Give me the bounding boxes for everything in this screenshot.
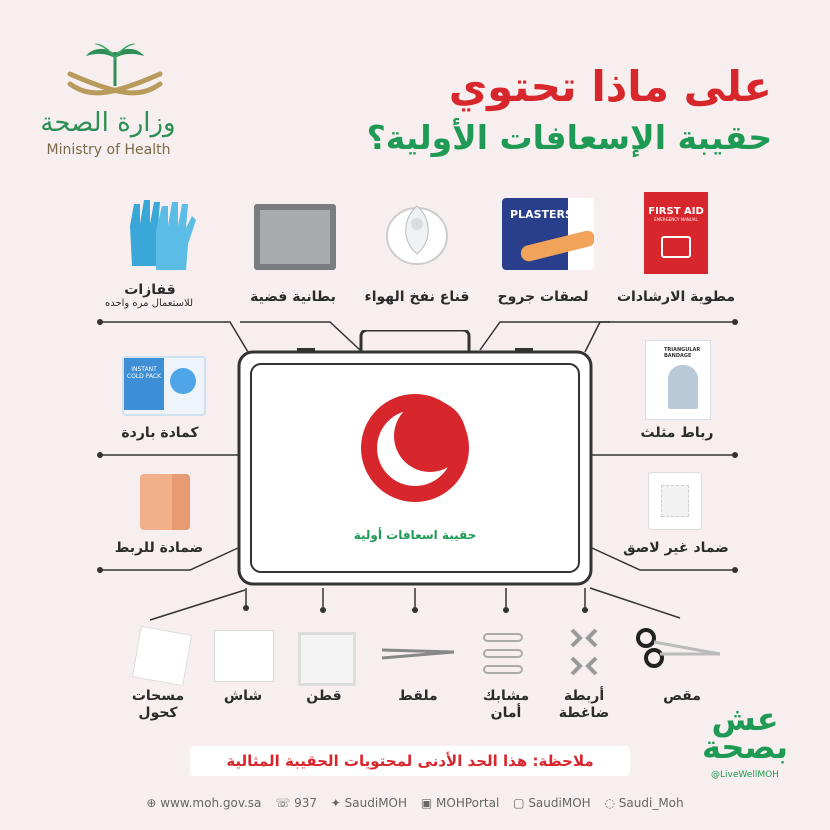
label-cotton: قطن bbox=[306, 688, 342, 704]
label-scissors: مقص bbox=[663, 688, 701, 704]
footer-twitter-text: SaudiMOH bbox=[344, 796, 408, 810]
footer-snapchat-text: Saudi_Moh bbox=[618, 796, 684, 810]
cold-pack-icon bbox=[122, 356, 206, 416]
label-alcohol-1: مسحات bbox=[131, 688, 185, 704]
label-mask: قناع نفخ الهواء bbox=[364, 289, 470, 305]
label-plasters: لصقات جروح bbox=[497, 289, 589, 305]
label-triangular: رباط مثلث bbox=[640, 425, 714, 441]
footer-phone-text: 937 bbox=[294, 796, 317, 810]
footer-facebook-text: SaudiMOH bbox=[528, 796, 591, 810]
safety-pins-icon bbox=[480, 630, 526, 680]
non-adhesive-dressing-icon bbox=[648, 472, 702, 530]
label-cold-pack: كمادة باردة bbox=[121, 425, 199, 441]
live-well-badge-line1: عش bbox=[711, 700, 779, 738]
cold-pack-box-text: INSTANT COLD PACK bbox=[124, 358, 164, 410]
label-tweezers: ملقط bbox=[398, 688, 438, 704]
label-compression-2: ضاغطة bbox=[558, 705, 610, 721]
note-text: ملاحظة: هذا الحد الأدنى لمحتويات الحقيبة المثالية bbox=[190, 746, 630, 776]
bandage-wrap-icon bbox=[140, 474, 190, 530]
first-aid-manual-icon bbox=[644, 192, 708, 274]
scissors-icon bbox=[634, 626, 722, 670]
footer-website[interactable]: ⊕ www.moh.gov.sa bbox=[146, 796, 262, 810]
footer-youtube-text: MOHPortal bbox=[436, 796, 500, 810]
live-well-badge-line2: بصحة bbox=[701, 728, 788, 766]
cotton-icon bbox=[298, 632, 356, 686]
live-well-handle: @LiveWellMOH bbox=[711, 770, 779, 780]
label-nonstick: ضماد غير لاصق bbox=[623, 540, 729, 556]
triangular-box-text: TRIANGULAR BANDAGE bbox=[664, 347, 701, 359]
triangular-bandage-icon bbox=[645, 340, 711, 420]
manual-box-text: FIRST AID bbox=[648, 206, 704, 217]
logo-arabic-text: وزارة الصحة bbox=[40, 108, 176, 138]
label-gloves-sub: للاستعمال مره واحده bbox=[104, 298, 194, 309]
label-blanket: بطانية فضية bbox=[250, 289, 336, 305]
label-gloves: قفازات bbox=[124, 282, 176, 298]
case-label: حقيبة اسعافات أولية bbox=[353, 528, 477, 542]
plasters-icon bbox=[502, 198, 594, 270]
logo-english-text: Ministry of Health bbox=[46, 142, 171, 158]
footer-phone[interactable]: ☏ 937 bbox=[275, 796, 317, 810]
footer-website-text: www.moh.gov.sa bbox=[160, 796, 262, 810]
label-compression-1: أربطة bbox=[563, 688, 605, 704]
label-alcohol-2: كحول bbox=[138, 705, 178, 721]
footer-twitter[interactable]: ✦ SaudiMOH bbox=[330, 796, 408, 810]
manual-box-subtext: EMERGENCY MANUAL bbox=[654, 217, 698, 222]
footer-facebook[interactable]: ▢ SaudiMOH bbox=[513, 796, 591, 810]
compression-clips-icon bbox=[566, 626, 602, 682]
cpr-mask-icon bbox=[383, 196, 451, 270]
label-gauze: شاش bbox=[223, 688, 263, 704]
footer bbox=[0, 796, 830, 810]
footer-snapchat[interactable]: ◌ Saudi_Moh bbox=[604, 796, 684, 810]
footer-youtube[interactable]: ▣ MOHPortal bbox=[420, 796, 500, 810]
label-pins-1: مشابك bbox=[482, 688, 530, 704]
first-aid-case bbox=[237, 330, 593, 588]
label-manual: مطوية الارشادات bbox=[616, 289, 736, 305]
label-pins-2: أمان bbox=[490, 705, 522, 721]
label-wrap: ضمادة للربط bbox=[114, 540, 204, 556]
alcohol-wipes-icon bbox=[132, 626, 192, 686]
page-title: على ماذا تحتوي bbox=[448, 62, 772, 111]
tweezers-icon bbox=[380, 644, 456, 664]
silver-blanket-icon bbox=[254, 204, 336, 270]
gloves-icon bbox=[120, 196, 202, 274]
plasters-box-text: PLASTERS bbox=[510, 208, 573, 221]
gauze-icon bbox=[214, 630, 274, 682]
page-subtitle: حقيبة الإسعافات الأولية؟ bbox=[366, 118, 772, 157]
